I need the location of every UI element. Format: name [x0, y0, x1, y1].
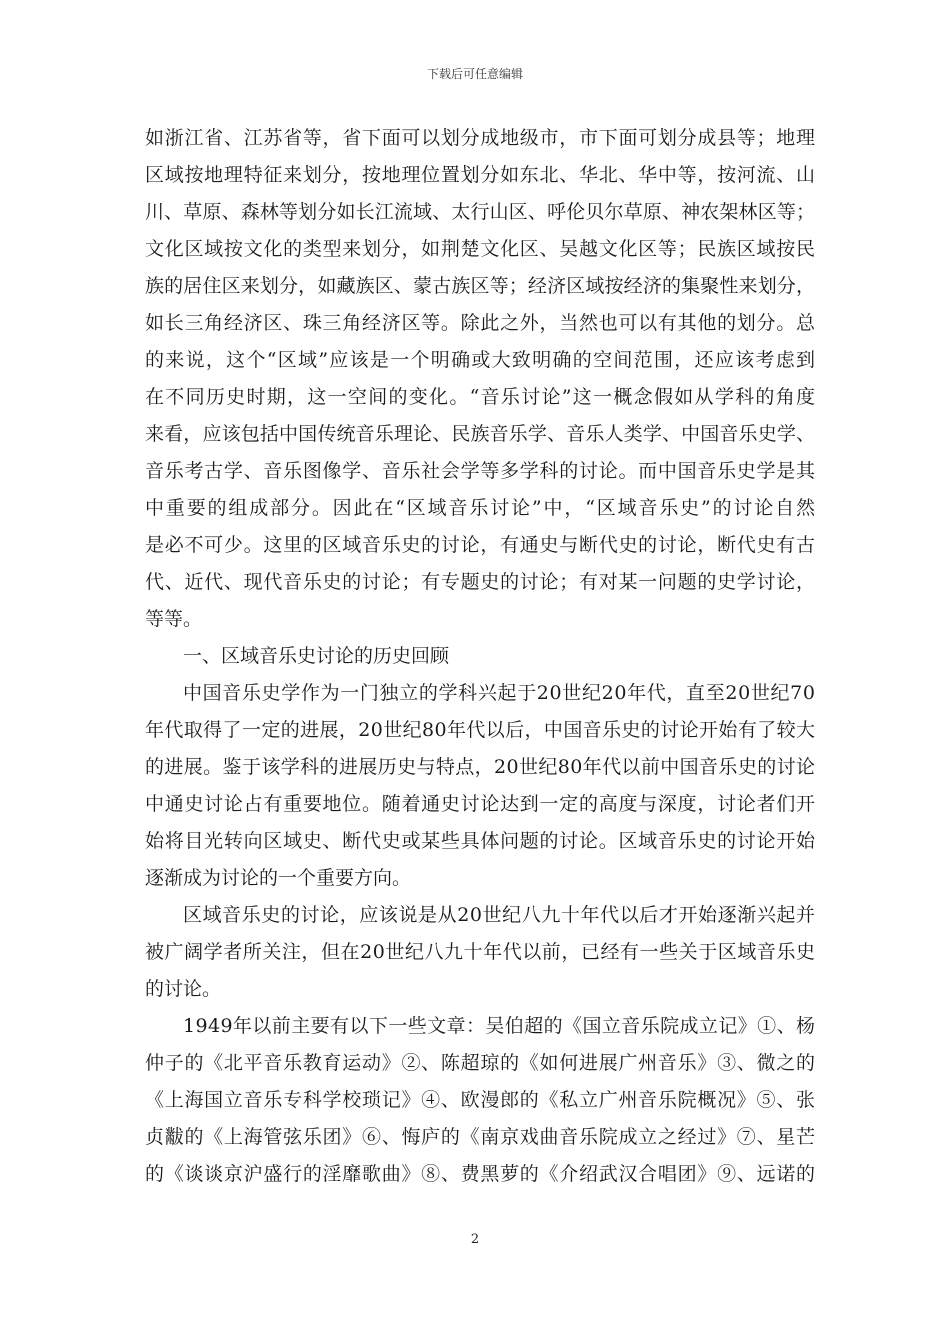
- text-line: 来看，应该包括中国传统音乐理论、民族音乐学、音乐人类学、中国音乐史学、: [145, 423, 816, 445]
- text-line: 的来说，这个“区域”应该是一个明确或大致明确的空间范围，还应该考虑到: [145, 349, 817, 371]
- text-line: 始将目光转向区域史、断代史或某些具体问题的讨论。区域音乐史的讨论开始: [145, 830, 816, 852]
- body-text: [145, 120, 815, 1193]
- text-line: 贞黻的《上海管弦乐团》⑥、悔庐的《南京戏曲音乐院成立之经过》⑦、星芒: [145, 1126, 816, 1148]
- text-line: 中国音乐史学作为一门独立的学科兴起于20世纪20年代，直至20世纪70: [183, 682, 816, 704]
- text-line: 的进展。鉴于该学科的进展历史与特点，20世纪80年代以前中国音乐史的讨论: [145, 756, 816, 778]
- text-line: 代、近代、现代音乐史的讨论；有专题史的讨论；有对某一问题的史学讨论，: [145, 571, 816, 593]
- text-line: 音乐考古学、音乐图像学、音乐社会学等多学科的讨论。而中国音乐史学是其: [145, 460, 816, 482]
- text-line: 如浙江省、江苏省等，省下面可以划分成地级市，市下面可划分成县等；地理: [145, 127, 816, 149]
- text-line: 逐渐成为讨论的一个重要方向。: [145, 867, 412, 889]
- text-line: 被广阔学者所关注，但在20世纪八九十年代以前，已经有一些关于区域音乐史: [145, 941, 816, 963]
- text-line: 族的居住区来划分，如藏族区、蒙古族区等；经济区域按经济的集聚性来划分，: [145, 275, 816, 297]
- page-number: 2: [470, 1232, 480, 1247]
- text-line: 的《谈谈京沪盛行的淫靡歌曲》⑧、费黑萝的《介绍武汉合唱团》⑨、远诺的: [145, 1163, 816, 1185]
- text-line: 中通史讨论占有重要地位。随着通史讨论达到一定的高度与深度，讨论者们开: [145, 793, 816, 815]
- text-line: 是必不可少。这里的区域音乐史的讨论，有通史与断代史的讨论，断代史有古: [145, 534, 816, 556]
- text-line: 区域音乐史的讨论，应该说是从20世纪八九十年代以后才开始逐渐兴起并: [183, 904, 816, 926]
- text-line: 1949年以前主要有以下一些文章：吴伯超的《国立音乐院成立记》①、杨: [183, 1015, 816, 1037]
- text-line: 区域按地理特征来划分，按地理位置划分如东北、华北、华中等，按河流、山: [145, 164, 816, 186]
- text-line: 如长三角经济区、珠三角经济区等。除此之外，当然也可以有其他的划分。总: [145, 312, 816, 334]
- text-line: 在不同历史时期，这一空间的变化。“音乐讨论”这一概念假如从学科的角度: [145, 386, 817, 408]
- section-heading: 一、区域音乐史讨论的历史回顾: [183, 645, 450, 667]
- text-line: 中重要的组成部分。因此在“区域音乐讨论”中，“区域音乐史”的讨论自然: [145, 497, 817, 519]
- text-line: 仲子的《北平音乐教育运动》②、陈超琼的《如何进展广州音乐》③、微之的: [145, 1052, 816, 1074]
- text-line: 川、草原、森林等划分如长江流域、太行山区、呼伦贝尔草原、神农架林区等；: [145, 201, 816, 223]
- text-line: 年代取得了一定的进展，20世纪80年代以后，中国音乐史的讨论开始有了较大: [145, 719, 816, 741]
- text-line: 《上海国立音乐专科学校琐记》④、欧漫郎的《私立广州音乐院概况》⑤、张: [145, 1089, 816, 1111]
- text-line: 文化区域按文化的类型来划分，如荆楚文化区、吴越文化区等；民族区域按民: [145, 238, 816, 260]
- text-line: 等等。: [145, 608, 203, 630]
- text-line: 的讨论。: [145, 978, 222, 1000]
- page-header: 下载后可任意编辑: [426, 67, 523, 81]
